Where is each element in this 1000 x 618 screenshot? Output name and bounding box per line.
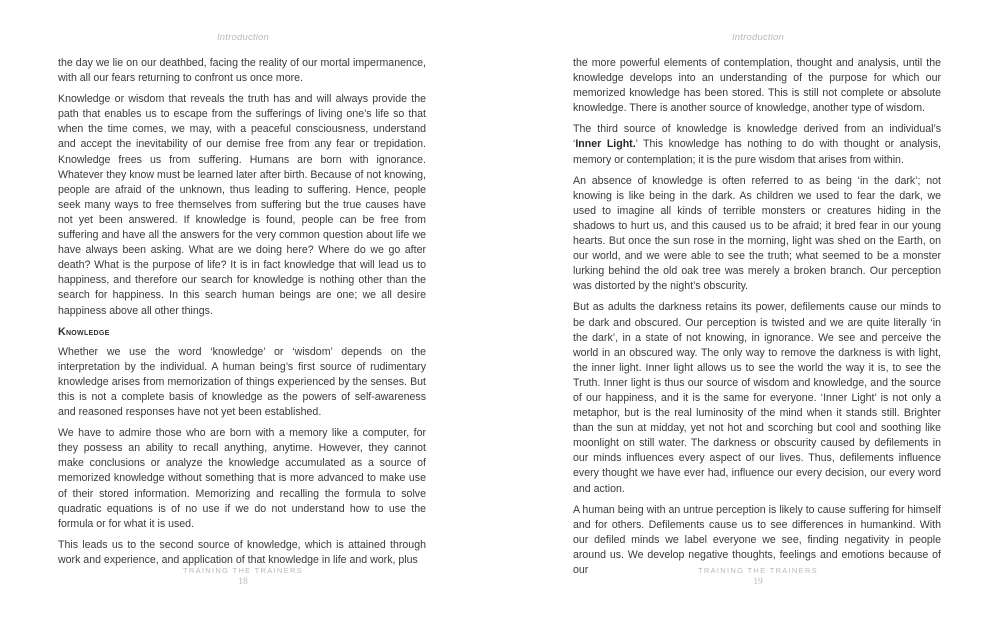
paragraph: An absence of knowledge is often referred to as being ‘in the dark’; not knowing is like being in the dark. As children we used to fear the dark, we used to imagine all kinds of terrible monsters or creatures hiding in the shadows to hurt us, and this caused us to be afraid; it bred fear in our young hearts. But once the sun rose in the morning, light was shed on the Earth, on our world, and we were able to see the truth; what seemed to be a monster lurking behind the old oak tree was merely a broken branch. Our perception was distorted by the night’s obscurity. (573, 174, 941, 293)
page-body (573, 56, 941, 584)
footer-book-title: TRAINING THE TRAINERS (698, 566, 818, 575)
page-footer (573, 566, 943, 587)
running-head: Introduction (216, 32, 270, 43)
page-body (58, 56, 426, 574)
left-page (58, 0, 428, 618)
paragraph: We have to admire those who are born with a memory like a computer, for they possess an ability to recall anything, anytime. However, they cannot make conclusions or analyze the knowledge accumulated as a source of memorized knowledge without something that is more advanced to make use of their stored information. Memorizing and recalling the formula to solve quadratic equations is of no use if we do not understand how to use the formula or for what it is used. (58, 427, 426, 530)
paragraph: This leads us to the second source of knowledge, which is attained through work and experience, and application of that knowledge in life and work, plus (58, 538, 426, 566)
running-head: Introduction (731, 32, 785, 43)
paragraph: A human being with an untrue perception is likely to cause suffering for himself and for others. Defilements cause us to see differences in humankind. With our defiled minds we label everyone we see, finding negativity in people around us. We develop negative thoughts, feelings and emotions because of our (573, 503, 941, 576)
footer-book-title: TRAINING THE TRAINERS (183, 566, 303, 575)
page-footer (58, 566, 428, 587)
paragraph: Knowledge or wisdom that reveals the truth has and will always provide the path that enables us to escape from the sufferings of living one’s life so that when the time comes, we may, with a peaceful consciousness, understand and accept the inevitability of our demise free from any fear or trepidation. Knowledge frees us from suffering. Humans are born with ignorance. Whatever they know must be learned later after birth. Because of not knowing, people are afraid of the unknown, thus leading to suffering. Hence, people seek many ways to free themselves from suffering but the true causes have not yet been answered. If knowledge is found, people can be free from suffering and have all the answers for the very common question about life we have always been asking. What are we doing here? Where do we go after death? What is the purpose of life? It is in fact knowledge that will lead us to happiness, and therefore our search for knowledge is nothing other than the search for happiness. In this search human beings are one; we all desire happiness above all other things. (58, 93, 426, 317)
paragraph: But as adults the darkness retains its power, defilements cause our minds to be dark and obscured. Our perception is twisted and we are quite literally ‘in the dark’, in a state of not knowing, in ignorance. We see and perceive the world in an obscured way. The only way to remove the darkness is with light, the inner light. Inner light allows us to see the world the way it is, to see the Truth. Inner light is thus our source of wisdom and knowledge, and the source of our happiness, and it is the same for everyone. ‘Inner Light’ is not only a metaphor, but is the real luminosity of the mind when it stands still. Brighter than the sun at midday, yet not hot and scorching but cool and soothing like moonlight on still water. The darkness or obscurity caused by defilements in our minds influences every aspect of our lives. Thus, defilements influence every thought we have ever had, influence our every decision, our every word and action. (573, 301, 941, 495)
page-number: 19 (753, 577, 763, 587)
text-run: ’ This knowledge has nothing to do with thought or analysis, memory or contemplation; it is the pure wisdom that arises from within. (573, 138, 941, 166)
paragraph: the more powerful elements of contemplation, thought and analysis, until the knowledge develops into an understanding of the purpose for which our memorized knowledge has been stored. This is still not complete or absolute knowledge. There is another source of knowledge, another type of wisdom. (573, 57, 941, 115)
bold-term: Inner Light. (575, 138, 636, 151)
page-number: 18 (238, 577, 248, 587)
section-heading: Knowledge (58, 325, 110, 338)
paragraph (573, 122, 941, 167)
right-page (573, 0, 943, 618)
paragraph: the day we lie on our deathbed, facing the reality of our mortal impermanence, with all our fears returning to confront us once more. (58, 57, 426, 85)
text-run: The third source of knowledge is knowledge derived from an individual’s ‘ (573, 123, 941, 151)
paragraph: Whether we use the word ‘knowledge’ or ‘wisdom’ depends on the interpretation by the individual. A human being’s first source of rudimentary knowledge arises from memorization of things experienced by the senses. But this is not a complete basis of knowledge as the powers of self-awareness and reasoned responses have not yet been established. (58, 345, 426, 419)
